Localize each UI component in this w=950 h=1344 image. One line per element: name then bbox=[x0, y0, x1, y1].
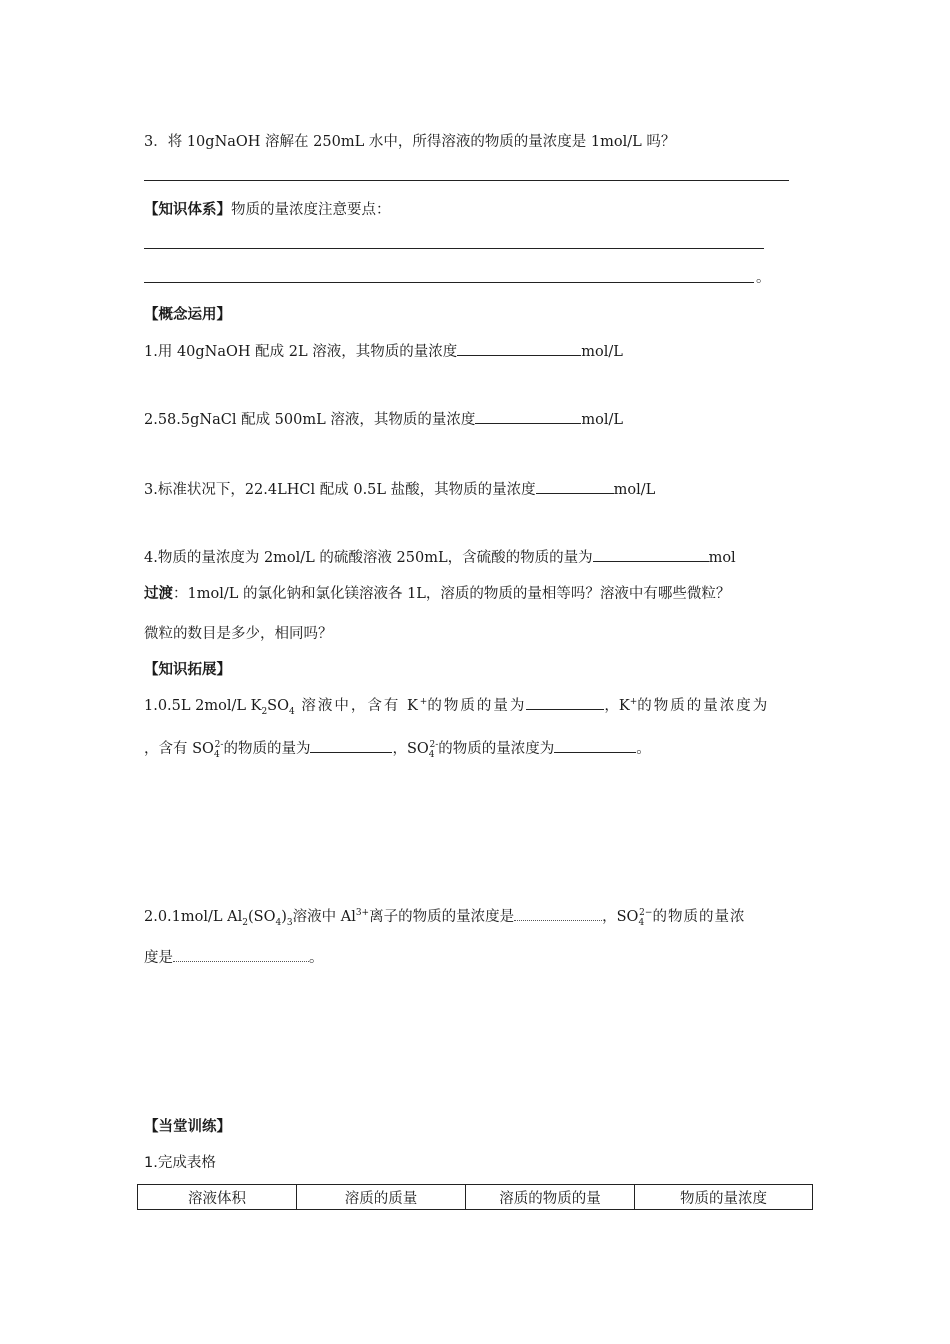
concept-item-4 bbox=[144, 546, 736, 567]
knowledge-system-heading: 【知识体系】 bbox=[144, 202, 231, 218]
data-table bbox=[137, 1184, 813, 1210]
superscript: 2- bbox=[429, 740, 439, 751]
period-mark: 。 bbox=[756, 270, 771, 286]
item-text: 2.58.5gNaCl 配成 500mL 溶液，其物质的量浓度 bbox=[144, 412, 476, 428]
question-3: 3．将 10gNaOH 溶解在 250mL 水中，所得溶液的物质的量浓度是 1mol/L 吗？ bbox=[144, 134, 676, 150]
subscript: 4 bbox=[289, 706, 295, 717]
fill-blank[interactable] bbox=[593, 547, 709, 562]
concept-apply-heading: 【概念运用】 bbox=[144, 307, 231, 323]
table-header-cell: 溶质的质量 bbox=[297, 1185, 466, 1210]
superscript: 2- bbox=[214, 740, 224, 751]
expand-q2-line-1 bbox=[144, 905, 745, 926]
concept-item-1 bbox=[144, 340, 623, 361]
subscript: 3 bbox=[286, 917, 293, 928]
fill-blank[interactable] bbox=[310, 738, 392, 753]
expand-q2-line-2 bbox=[144, 946, 324, 967]
superscript: 2− bbox=[639, 908, 653, 919]
fill-blank[interactable] bbox=[514, 906, 602, 921]
knowledge-system-text: 物质的量浓度注意要点： bbox=[231, 202, 391, 218]
text: 1.0.5L 2mol/L K bbox=[144, 698, 262, 714]
text: (SO bbox=[247, 909, 276, 925]
text: 离子的物质的量浓度是 bbox=[369, 909, 515, 925]
transition-line-2: 微粒的数目是多少，相同吗？ bbox=[144, 626, 333, 642]
knowledge-expand-heading: 【知识拓展】 bbox=[144, 662, 231, 678]
fill-blank[interactable] bbox=[457, 341, 581, 356]
text: ，SO bbox=[602, 909, 639, 925]
text: 。 bbox=[636, 741, 651, 757]
superscript: + bbox=[629, 697, 638, 708]
expand-q1-line-2 bbox=[144, 737, 651, 758]
superscript: 3+ bbox=[355, 908, 370, 919]
concept-item-2 bbox=[144, 408, 623, 429]
text: 溶液中，含有 K bbox=[294, 698, 420, 714]
text: 溶液中 Al bbox=[292, 909, 356, 925]
text: 度是 bbox=[144, 950, 173, 966]
subscript: 2 bbox=[261, 706, 268, 717]
fill-blank[interactable] bbox=[173, 947, 309, 962]
unit-text: mol/L bbox=[613, 482, 656, 498]
fill-blank[interactable] bbox=[536, 479, 614, 494]
subscript: 4 bbox=[275, 917, 282, 928]
superscript: + bbox=[419, 697, 428, 708]
item-text: 3.标准状况下，22.4LHCl 配成 0.5L 盐酸，其物质的量浓度 bbox=[144, 482, 536, 498]
answer-line bbox=[144, 180, 789, 181]
fill-blank[interactable] bbox=[554, 738, 636, 753]
unit-text: mol/L bbox=[581, 344, 623, 360]
subscript: 4 bbox=[213, 749, 220, 760]
text: SO bbox=[267, 698, 289, 714]
subscript: 4 bbox=[638, 917, 645, 928]
text: 的物质的量为 bbox=[427, 698, 527, 714]
text: 的物质的量浓 bbox=[652, 909, 746, 925]
unit-text: mol/L bbox=[581, 412, 623, 428]
transition-text: 1mol/L 的氯化钠和氯化镁溶液各 1L，溶质的物质的量相等吗？溶液中有哪些微粒？ bbox=[187, 586, 731, 602]
training-item-1: 1.完成表格 bbox=[144, 1155, 216, 1171]
text: 的物质的量浓度为 bbox=[438, 741, 555, 757]
text: 2.0.1mol/L Al bbox=[144, 909, 243, 925]
subscript: 4 bbox=[428, 749, 435, 760]
item-text: 1.用 40gNaOH 配成 2L 溶液，其物质的量浓度 bbox=[144, 344, 458, 360]
subscript: 2 bbox=[242, 917, 248, 928]
text: ，SO bbox=[392, 741, 429, 757]
expand-q1-line-1 bbox=[144, 694, 769, 715]
text: 的物质的量为 bbox=[223, 741, 311, 757]
text: ，含有 SO bbox=[144, 741, 214, 757]
table-header-row bbox=[138, 1185, 813, 1210]
colon: ： bbox=[173, 586, 188, 602]
table-header-cell: 溶液体积 bbox=[138, 1185, 297, 1210]
transition-label: 过渡 bbox=[144, 586, 173, 602]
transition-line-1 bbox=[144, 582, 730, 603]
training-heading: 【当堂训练】 bbox=[144, 1119, 231, 1135]
text: 。 bbox=[309, 950, 324, 966]
table-header-cell: 溶质的物质的量 bbox=[466, 1185, 635, 1210]
unit-text: mol bbox=[708, 550, 736, 566]
knowledge-system-line bbox=[144, 198, 391, 219]
item-text: 4.物质的量浓度为 2mol/L 的硫酸溶液 250mL，含硫酸的物质的量为 bbox=[144, 550, 593, 566]
text: 的物质的量浓度为 bbox=[637, 698, 770, 714]
answer-line bbox=[144, 282, 754, 283]
concept-item-3 bbox=[144, 478, 655, 499]
answer-line bbox=[144, 248, 764, 249]
fill-blank[interactable] bbox=[475, 409, 581, 424]
text: ，K bbox=[604, 698, 630, 714]
text: ) bbox=[281, 909, 287, 925]
fill-blank[interactable] bbox=[526, 695, 604, 710]
table-header-cell: 物质的量浓度 bbox=[635, 1185, 813, 1210]
